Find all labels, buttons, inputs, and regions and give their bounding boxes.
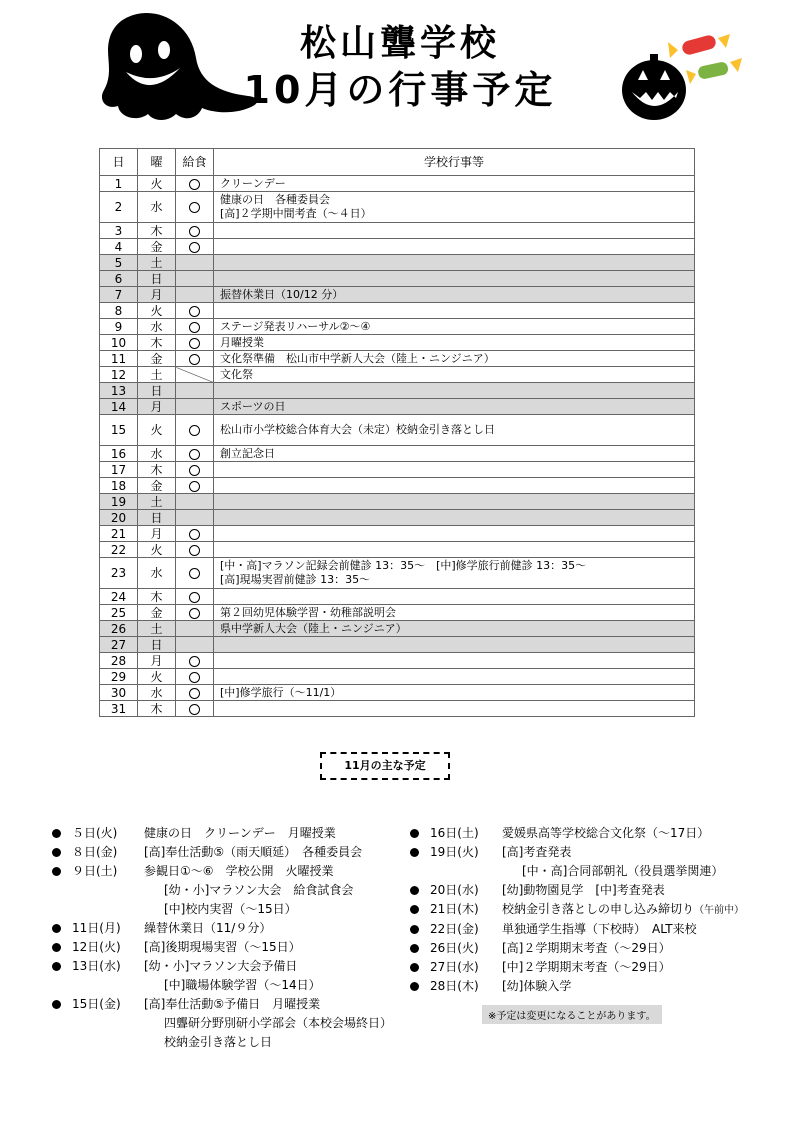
cell-events [214, 287, 695, 303]
item-first-line [72, 862, 402, 881]
item-date: 16日(土) [430, 826, 479, 840]
bullet-icon [52, 924, 61, 933]
event-line: [高]２学期中間考査（～４日） [220, 207, 372, 220]
cell-lunch [176, 223, 214, 239]
list-item [410, 958, 785, 977]
cell-lunch-none [176, 621, 214, 637]
cell-day: 22 [100, 542, 138, 558]
cell-events [214, 271, 695, 287]
table-row [100, 192, 695, 223]
cell-lunch [176, 446, 214, 462]
table-row [100, 558, 695, 589]
item-sub-line [72, 976, 402, 995]
cell-events [214, 239, 695, 255]
table-row [100, 319, 695, 335]
cell-events [214, 223, 695, 239]
event-line: [中・高]マラソン記録会前健診 13：35～ [中]修学旅行前健診 13：35～ [220, 559, 587, 572]
item-first-line [72, 843, 402, 862]
event-line: 振替休業日（10/12 分） [220, 287, 344, 301]
cell-weekday: 木 [138, 701, 176, 717]
cell-lunch [176, 685, 214, 701]
cell-weekday: 金 [138, 478, 176, 494]
cell-lunch [176, 415, 214, 446]
event-line: [高]現場実習前健診 13：35～ [220, 573, 371, 586]
circle-icon [189, 242, 200, 253]
cell-events [214, 319, 695, 335]
bullet-icon [52, 848, 61, 857]
table-row [100, 542, 695, 558]
cell-day: 30 [100, 685, 138, 701]
cell-lunch [176, 192, 214, 223]
table-row [100, 287, 695, 303]
cell-events [214, 255, 695, 271]
circle-icon [189, 226, 200, 237]
table-row [100, 367, 695, 383]
cell-events [214, 653, 695, 669]
cell-weekday: 木 [138, 462, 176, 478]
circle-icon [189, 179, 200, 190]
circle-icon [189, 529, 200, 540]
item-text: [高]奉仕活動⑤予備日 月曜授業 [144, 997, 321, 1011]
cell-lunch [176, 351, 214, 367]
change-note: ※予定は変更になることがあります。 [482, 1005, 662, 1024]
table-row [100, 605, 695, 621]
item-date: 20日(水) [430, 883, 479, 897]
cell-weekday: 日 [138, 637, 176, 653]
event-line: スポーツの日 [220, 399, 286, 413]
circle-icon [189, 688, 200, 699]
bullet-icon [410, 848, 419, 857]
table-row [100, 669, 695, 685]
cell-day: 18 [100, 478, 138, 494]
cell-day: 25 [100, 605, 138, 621]
item-text: 四聾研分野別研小学部会（本校会場終日） [164, 1016, 393, 1030]
cell-lunch-none [176, 255, 214, 271]
item-sub-line [72, 900, 402, 919]
title-month-schedule: 10月の行事予定 [243, 68, 557, 112]
table-row [100, 399, 695, 415]
table-row [100, 494, 695, 510]
item-sub-line [72, 881, 402, 900]
cell-lunch [176, 653, 214, 669]
event-line: 創立記念日 [220, 446, 275, 460]
cell-lunch-none [176, 637, 214, 653]
item-date: 21日(木) [430, 902, 479, 916]
item-date: 27日(水) [430, 960, 479, 974]
table-row [100, 271, 695, 287]
cell-lunch-none [176, 287, 214, 303]
list-item [52, 995, 402, 1052]
event-line: 健康の日 各種委員会 [220, 193, 330, 206]
cell-lunch [176, 303, 214, 319]
cell-day: 20 [100, 510, 138, 526]
cell-day: 15 [100, 415, 138, 446]
cell-day: 9 [100, 319, 138, 335]
item-text: 参観日①～⑥ 学校公開 火曜授業 [144, 864, 334, 878]
item-text: [高]２学期期末考査（～29日） [502, 941, 671, 955]
table-row [100, 637, 695, 653]
cell-day: 6 [100, 271, 138, 287]
item-date: 19日(火) [430, 845, 479, 859]
table-row [100, 335, 695, 351]
cell-day: 2 [100, 192, 138, 223]
event-line: 第２回幼児体験学習・幼稚部説明会 [220, 605, 396, 619]
table-row [100, 653, 695, 669]
cell-events [214, 303, 695, 319]
bullet-icon [52, 867, 61, 876]
list-item [410, 900, 785, 920]
item-text: [中・高]合同部朝礼（役員選挙関連） [522, 864, 724, 878]
cell-weekday: 水 [138, 558, 176, 589]
bullet-icon [52, 1000, 61, 1009]
cell-events [214, 558, 695, 589]
cell-lunch-none [176, 271, 214, 287]
circle-icon [189, 465, 200, 476]
list-item [52, 938, 402, 957]
circle-icon [189, 592, 200, 603]
circle-icon [189, 322, 200, 333]
november-title: 11月の主な予定 [320, 752, 450, 780]
event-line: ステージ発表リハーサル②～④ [220, 319, 371, 333]
bullet-icon [52, 943, 61, 952]
cell-events [214, 494, 695, 510]
bullet-icon [410, 925, 419, 934]
circle-icon [189, 545, 200, 556]
cell-lunch [176, 669, 214, 685]
list-item [410, 977, 785, 996]
item-text: 単独通学生指導（下校時） ALT来校 [502, 922, 697, 936]
table-row [100, 462, 695, 478]
cell-day: 7 [100, 287, 138, 303]
cell-lunch [176, 526, 214, 542]
cell-day: 27 [100, 637, 138, 653]
cell-weekday: 金 [138, 605, 176, 621]
cell-weekday: 水 [138, 685, 176, 701]
cell-lunch-none [176, 510, 214, 526]
item-first-line [430, 958, 785, 977]
list-item [52, 862, 402, 919]
cell-day: 8 [100, 303, 138, 319]
table-row [100, 176, 695, 192]
item-note: （午前中） [694, 905, 745, 916]
header-lunch: 給食 [176, 149, 214, 176]
item-first-line [72, 995, 402, 1014]
cell-day: 21 [100, 526, 138, 542]
item-text: [幼・小]マラソン大会予備日 [144, 959, 298, 973]
circle-icon [189, 608, 200, 619]
item-first-line [72, 957, 402, 976]
cell-weekday: 木 [138, 589, 176, 605]
item-text: 校納金引き落とし日 [164, 1035, 273, 1049]
item-text: [幼]体験入学 [502, 979, 572, 993]
cell-events [214, 510, 695, 526]
list-item [410, 939, 785, 958]
cell-events [214, 415, 695, 446]
item-text: 校納金引き落としの申し込み締切り [502, 902, 695, 916]
cell-events [214, 637, 695, 653]
table-row [100, 415, 695, 446]
circle-icon [189, 672, 200, 683]
table-row [100, 685, 695, 701]
circle-icon [189, 481, 200, 492]
cell-lunch-none [176, 494, 214, 510]
cell-events [214, 701, 695, 717]
cell-events [214, 367, 695, 383]
cell-weekday: 火 [138, 303, 176, 319]
item-first-line [72, 938, 402, 957]
event-line: 月曜授業 [220, 335, 264, 349]
item-date: 26日(火) [430, 941, 479, 955]
item-date: 22日(金) [430, 922, 479, 936]
cell-weekday: 火 [138, 542, 176, 558]
cell-day: 1 [100, 176, 138, 192]
cell-day: 19 [100, 494, 138, 510]
cell-lunch [176, 701, 214, 717]
item-text: [高]考査発表 [502, 845, 572, 859]
table-row [100, 223, 695, 239]
table-row [100, 701, 695, 717]
cell-weekday: 木 [138, 223, 176, 239]
cell-lunch-none [176, 383, 214, 399]
item-first-line [430, 843, 785, 862]
november-list-left [52, 824, 402, 1052]
cell-day: 31 [100, 701, 138, 717]
circle-icon [189, 338, 200, 349]
cell-events [214, 192, 695, 223]
cell-weekday: 月 [138, 287, 176, 303]
cell-day: 16 [100, 446, 138, 462]
table-header-row [100, 149, 695, 176]
list-item [410, 843, 785, 881]
cell-events [214, 446, 695, 462]
cell-weekday: 月 [138, 653, 176, 669]
circle-icon [189, 568, 200, 579]
circle-icon [189, 425, 200, 436]
item-first-line [430, 939, 785, 958]
cell-day: 24 [100, 589, 138, 605]
schedule-body [100, 176, 695, 717]
event-line: 文化祭準備 松山市中学新人大会（陸上・ニンジニア） [220, 351, 495, 365]
circle-icon [189, 202, 200, 213]
table-row [100, 303, 695, 319]
item-first-line [430, 824, 785, 843]
item-date: ５日(火) [72, 826, 118, 840]
bullet-icon [410, 982, 419, 991]
cell-weekday: 日 [138, 383, 176, 399]
cell-day: 4 [100, 239, 138, 255]
table-row [100, 589, 695, 605]
item-date: 13日(水) [72, 959, 121, 973]
item-sub-line [430, 862, 785, 881]
cell-weekday: 日 [138, 271, 176, 287]
cell-lunch [176, 176, 214, 192]
item-date: 12日(火) [72, 940, 121, 954]
item-first-line [72, 824, 402, 843]
item-text: 健康の日 クリーンデー 月曜授業 [144, 826, 336, 840]
header-events: 学校行事等 [214, 149, 695, 176]
cell-lunch [176, 239, 214, 255]
circle-icon [189, 306, 200, 317]
item-text: [中]校内実習（～15日） [164, 902, 297, 916]
cell-events [214, 685, 695, 701]
bullet-icon [410, 944, 419, 953]
item-text: [高]奉仕活動⑤（雨天順延） 各種委員会 [144, 845, 363, 859]
item-first-line [72, 919, 402, 938]
event-line: 文化祭 [220, 367, 253, 381]
cell-weekday: 水 [138, 446, 176, 462]
bullet-icon [410, 829, 419, 838]
table-row [100, 446, 695, 462]
item-text: [中]職場体験学習（～14日） [164, 978, 321, 992]
october-schedule-table [99, 148, 695, 717]
cell-weekday: 金 [138, 239, 176, 255]
cell-events [214, 669, 695, 685]
cell-events [214, 399, 695, 415]
cell-events [214, 478, 695, 494]
item-date: 11日(月) [72, 921, 121, 935]
cell-weekday: 水 [138, 192, 176, 223]
item-first-line [430, 881, 785, 900]
cell-day: 12 [100, 367, 138, 383]
cell-day: 3 [100, 223, 138, 239]
list-item [52, 824, 402, 843]
cell-day: 11 [100, 351, 138, 367]
cell-lunch-none [176, 399, 214, 415]
cell-weekday: 木 [138, 335, 176, 351]
circle-icon [189, 656, 200, 667]
cell-events [214, 462, 695, 478]
item-text: [中]２学期期末考査（～29日） [502, 960, 671, 974]
circle-icon [189, 354, 200, 365]
list-item [52, 957, 402, 995]
cell-weekday: 日 [138, 510, 176, 526]
cell-events [214, 335, 695, 351]
bullet-icon [410, 963, 419, 972]
page-title [230, 22, 570, 114]
item-first-line [430, 977, 785, 996]
cell-lunch [176, 558, 214, 589]
event-line: 松山市小学校総合体育大会（未定）校納金引き落とし日 [220, 423, 495, 436]
cell-events [214, 542, 695, 558]
cell-weekday: 月 [138, 399, 176, 415]
bullet-icon [410, 905, 419, 914]
item-text: [高]後期現場実習（～15日） [144, 940, 301, 954]
cell-lunch [176, 462, 214, 478]
table-row [100, 478, 695, 494]
cell-lunch [176, 319, 214, 335]
table-row [100, 383, 695, 399]
event-line: [中]修学旅行（～11/1） [220, 685, 342, 699]
item-text: 愛媛県高等学校総合文化祭（～17日） [502, 826, 710, 840]
cell-day: 23 [100, 558, 138, 589]
header-weekday: 曜 [138, 149, 176, 176]
cell-day: 29 [100, 669, 138, 685]
table-row [100, 239, 695, 255]
cell-events [214, 589, 695, 605]
item-date: ８日(金) [72, 845, 118, 859]
table-row [100, 351, 695, 367]
bullet-icon [410, 886, 419, 895]
table-row [100, 621, 695, 637]
cell-weekday: 火 [138, 415, 176, 446]
cell-weekday: 土 [138, 367, 176, 383]
cell-weekday: 火 [138, 669, 176, 685]
cell-lunch [176, 542, 214, 558]
cell-lunch [176, 335, 214, 351]
cell-events [214, 383, 695, 399]
bullet-icon [52, 962, 61, 971]
cell-day: 28 [100, 653, 138, 669]
cell-weekday: 水 [138, 319, 176, 335]
cell-events [214, 176, 695, 192]
header-day: 日 [100, 149, 138, 176]
cell-day: 10 [100, 335, 138, 351]
cell-day: 13 [100, 383, 138, 399]
item-date: 15日(金) [72, 997, 121, 1011]
cell-lunch [176, 605, 214, 621]
cell-lunch [176, 589, 214, 605]
cell-events [214, 621, 695, 637]
circle-icon [189, 449, 200, 460]
list-item [410, 824, 785, 843]
item-date: 28日(木) [430, 979, 479, 993]
november-list-right [410, 824, 785, 996]
list-item [410, 881, 785, 900]
bullet-icon [52, 829, 61, 838]
cell-lunch-none [176, 367, 214, 383]
table-row [100, 526, 695, 542]
cell-weekday: 金 [138, 351, 176, 367]
event-line: 県中学新人大会（陸上・ニンジニア） [220, 621, 407, 635]
cell-day: 26 [100, 621, 138, 637]
item-sub-line [72, 1014, 402, 1033]
cell-weekday: 月 [138, 526, 176, 542]
cell-weekday: 土 [138, 255, 176, 271]
list-item [410, 920, 785, 939]
cell-day: 5 [100, 255, 138, 271]
cell-events [214, 605, 695, 621]
cell-weekday: 火 [138, 176, 176, 192]
item-text: [幼]動物園見学 [中]考査発表 [502, 883, 665, 897]
circle-icon [189, 704, 200, 715]
list-item [52, 919, 402, 938]
item-first-line [430, 920, 785, 939]
table-row [100, 510, 695, 526]
cell-day: 14 [100, 399, 138, 415]
item-text: [幼・小]マラソン大会 給食試食会 [164, 883, 354, 897]
item-date: ９日(土) [72, 864, 118, 878]
item-first-line [430, 900, 785, 920]
event-line: クリーンデー [220, 176, 286, 190]
item-text: 繰替休業日（11/９分） [144, 921, 272, 935]
table-row [100, 255, 695, 271]
title-school-name: 松山聾学校 [299, 23, 500, 64]
cell-weekday: 土 [138, 494, 176, 510]
pumpkin-icon [620, 28, 745, 123]
list-item [52, 843, 402, 862]
cell-day: 17 [100, 462, 138, 478]
cell-weekday: 土 [138, 621, 176, 637]
item-sub-line [72, 1033, 402, 1052]
cell-events [214, 526, 695, 542]
cell-lunch [176, 478, 214, 494]
cell-events [214, 351, 695, 367]
